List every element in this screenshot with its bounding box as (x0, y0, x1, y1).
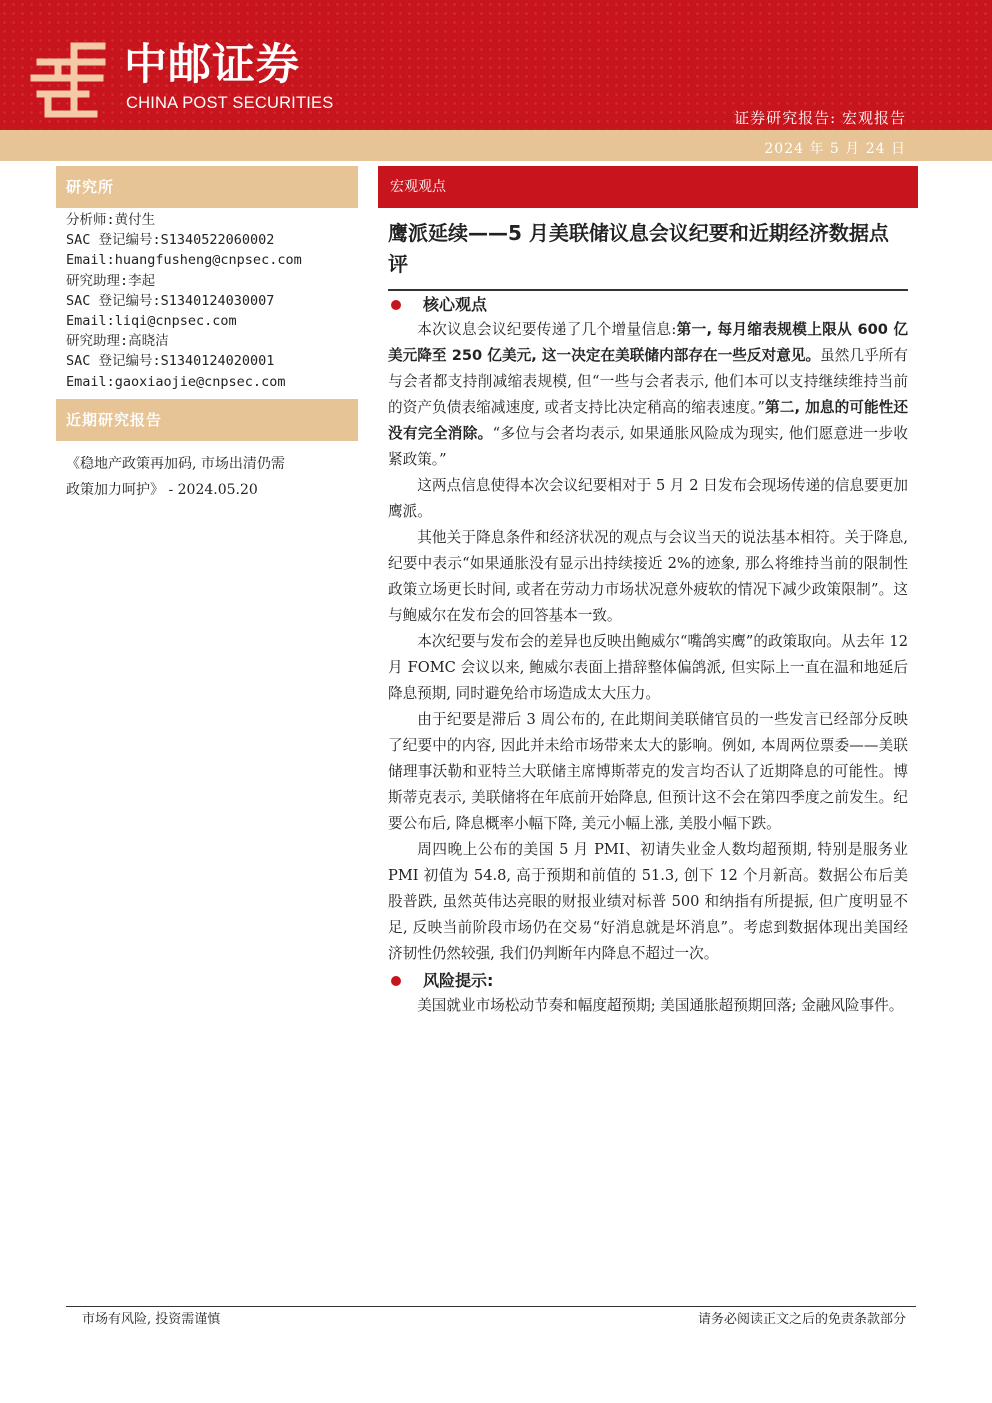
core-view-heading (378, 293, 918, 317)
analyst-line: SAC 登记编号:S1340522060002 (66, 232, 275, 249)
analyst-line: SAC 登记编号:S1340124030007 (66, 292, 275, 309)
brand-name-cn: 中邮证券 (124, 40, 300, 90)
china-post-logo-icon (28, 38, 112, 122)
report-date: 2024 年 5 月 24 日 (764, 141, 906, 157)
risk-heading (378, 969, 918, 993)
paragraph-text: 虽然几乎所有与会者都支持削减缩表规模, 但“一些与会者表示, 他们本可以支持继续维持当前的资产负债表缩减速度, 或者支持比决定稍高的缩表速度。” (388, 347, 908, 416)
footer-disclaimer-note: 请务必阅读正文之后的免责条款部分 (697, 1312, 906, 1327)
analyst-email[interactable]: Email:huangfusheng@cnpsec.com (66, 252, 302, 269)
paragraph-text: 本次议息会议纪要传递了几个增量信息: (417, 321, 677, 338)
risk-body (378, 993, 908, 1019)
footer-risk-note: 市场有风险, 投资需谨慎 (82, 1312, 221, 1327)
paragraph: 由于纪要是滞后 3 周公布的, 在此期间美联储官员的一些发言已经部分反映了纪要中的内容, 因此并未给市场带来太大的影响。例如, 本周两位票委——美联储理事沃勒和亚特兰大联储主席博斯蒂克的发言均否认了近期降息的可能性。博斯蒂克表示, 美联储将在年底前开始降息, 但预计这不会在第四季度之前发生。纪要公布后, 降息概率小幅下降, 美元小幅上涨, 美股小幅下跌。 (388, 711, 908, 832)
section-label: 宏观观点 (378, 166, 918, 208)
report-type: 证券研究报告: 宏观报告 (734, 109, 906, 127)
paragraph (388, 317, 908, 473)
paragraph: 这两点信息使得本次会议纪要相对于 5 月 2 日发布会现场传递的信息要更加鹰派。 (388, 477, 908, 520)
recent-reports-heading: 近期研究报告 (56, 399, 358, 441)
footer-divider (66, 1306, 916, 1307)
paragraph: 本次纪要与发布会的差异也反映出鲍威尔“嘴鸽实鹰”的政策取向。从去年 12 月 FOMC 会议以来, 鲍威尔表面上措辞整体偏鸽派, 但实际上一直在温和地延后降息预期, 同时避免给市场造成太大压力。 (388, 633, 908, 702)
bullet-dot-icon (391, 300, 401, 310)
institute-heading: 研究所 (56, 166, 358, 208)
core-view-heading-text: 核心观点 (423, 295, 488, 314)
paragraph-text: “多位与会者均表示, 如果通胀风险成为现实, 他们愿意进一步收紧政策。” (388, 425, 908, 468)
analyst-line: 分析师:黄付生 (66, 212, 156, 228)
analyst-line: 研究助理:高晓洁 (66, 333, 169, 350)
paragraph: 其他关于降息条件和经济状况的观点与会议当天的说法基本相符。关于降息, 纪要中表示“如果通胀没有显示出持续接近 2%的迹象, 那么将维持当前的限制性政策立场更长时间, 或者在劳动力市场状况意外疲软的情况下减少政策限制”。这与鲍威尔在发布会的回答基本一致。 (388, 529, 908, 624)
risk-paragraph: 美国就业市场松动节奏和幅度超预期; 美国通胀超预期回落; 金融风险事件。 (417, 997, 904, 1014)
analyst-list (56, 210, 358, 392)
report-title: 鹰派延续——5 月美联储议息会议纪要和近期经济数据点评 (388, 221, 889, 276)
analyst-email[interactable]: Email:liqi@cnpsec.com (66, 313, 237, 330)
analyst-line: SAC 登记编号:S1340124020001 (66, 353, 275, 370)
recent-report-line: 政策加力呵护》 - 2024.05.20 (66, 481, 258, 498)
main-content (378, 166, 918, 1019)
report-header (0, 0, 992, 130)
report-body (378, 317, 908, 967)
recent-report-link[interactable] (56, 441, 358, 503)
analyst-email[interactable]: Email:gaoxiaojie@cnpsec.com (66, 373, 286, 390)
paragraph: 周四晚上公布的美国 5 月 PMI、初请失业金人数均超预期, 特别是服务业 PMI 初值为 54.8, 高于预期和前值的 51.3, 创下 12 个月新高。数据公布后美股普跌, 虽然英伟达亮眼的财报业绩对标普 500 和纳指有所提振, 但广度明显不足, 反映当前阶段市场仍在交易“好消息就是坏消息”。考虑到数据体现出美国经济韧性仍然较强, 我们仍判断年内降息不超过一次。 (388, 841, 908, 962)
sidebar (56, 166, 358, 503)
title-divider (388, 289, 908, 291)
paragraph-bold-text: 第二, 加息的可能性还没有完全消除。 (388, 399, 908, 442)
brand-name-en: CHINA POST SECURITIES (126, 94, 334, 112)
analyst-line: 研究助理:李起 (66, 272, 156, 289)
risk-heading-text: 风险提示: (423, 971, 494, 990)
recent-report-line: 《稳地产政策再加码, 市场出清仍需 (66, 455, 285, 472)
bullet-dot-icon (391, 976, 401, 986)
paragraph-bold-text: 第一, 每月缩表规模上限从 600 亿美元降至 250 亿美元, 这一决定在美联储内部存在一些反对意见。 (388, 321, 908, 364)
